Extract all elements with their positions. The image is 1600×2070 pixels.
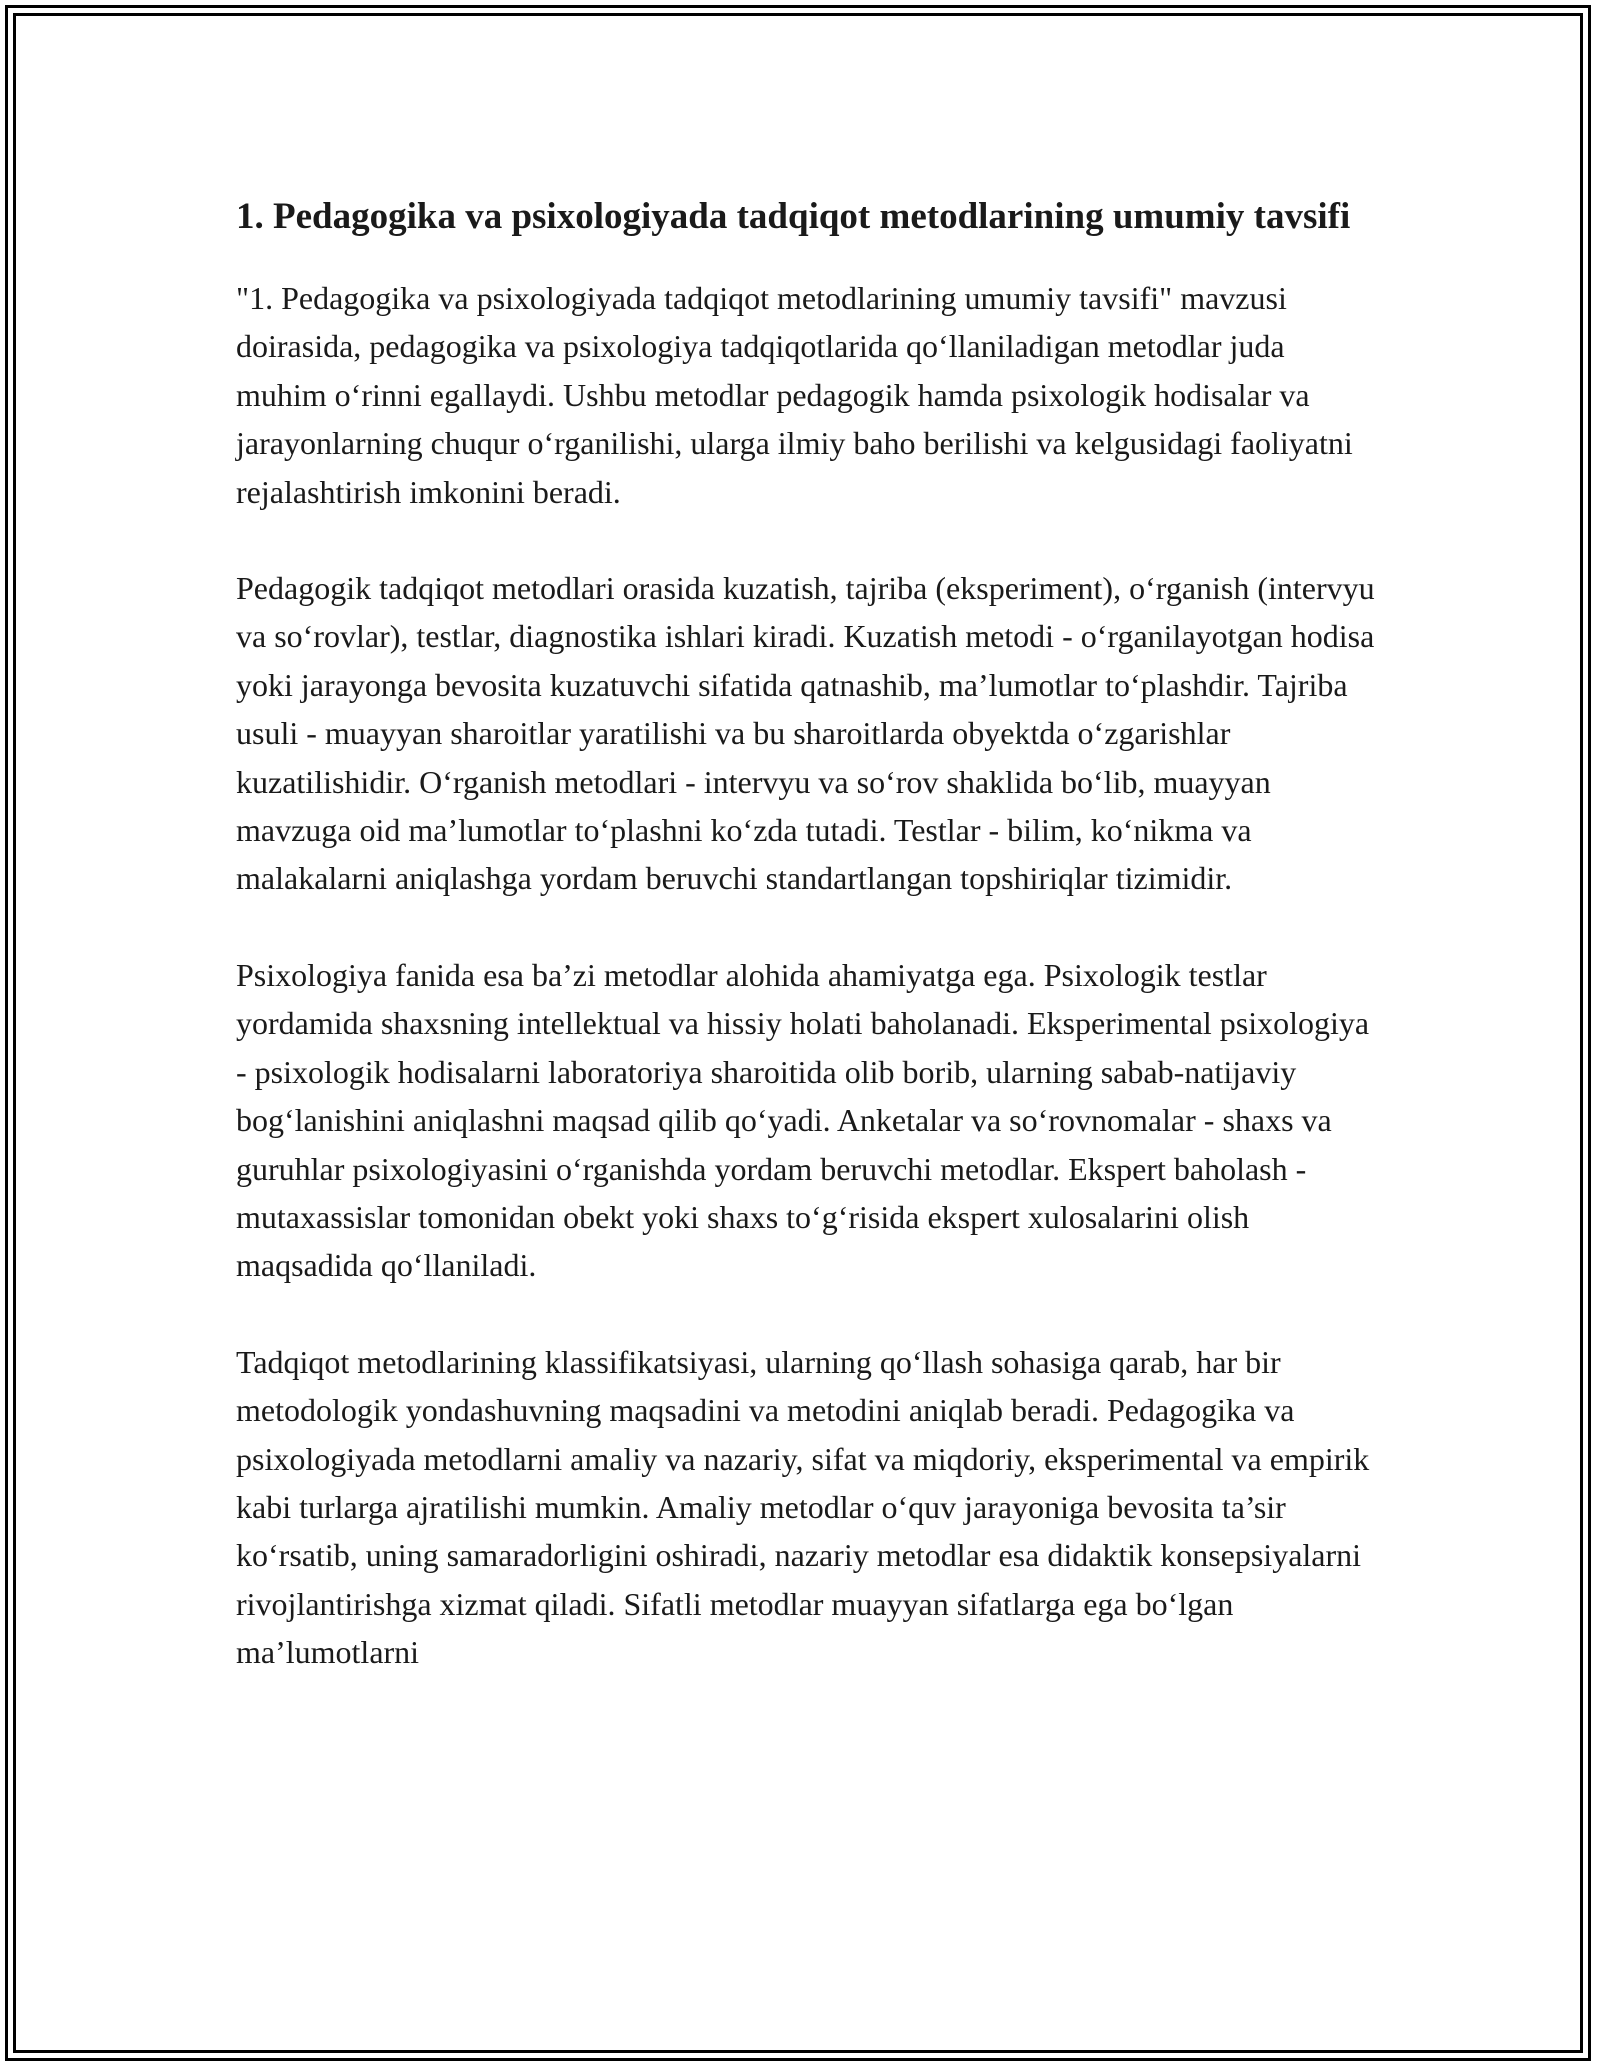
paragraph-psychology-methods: Psixologiya fanida esa ba’zi metodlar alohida ahamiyatga ega. Psixologik testlar yordamida shaxsning intellektual va hissiy holati baholanadi. Eksperimental psixologiya - psixologik hodisalarni laboratoriya sharoitida olib borib, ularning sabab-natijaviy bog‘lanishini aniqlashni maqsad qilib qo‘yadi. Anketalar va so‘rovnomalar - shaxs va guruhlar psixologiyasini o‘rganishda yordam beruvchi metodlar. Ekspert baholash - mutaxassislar tomonidan obekt yoki shaxs to‘g‘risida ekspert xulosalarini olish maqsadida qo‘llaniladi.: [236, 956, 1370, 1284]
paragraph-pedagogical-methods: Pedagogik tadqiqot metodlari orasida kuzatish, tajriba (eksperiment), o‘rganish (intervyu va so‘rovlar), testlar, diagnostika ishlari kiradi. Kuzatish metodi - o‘rganilayotgan hodisa yoki jarayonga bevosita kuzatuvchi sifatida qatnashib, ma’lumotlar to‘plashdir. Tajriba usuli - muayyan sharoitlar yaratilishi va bu sharoitlarda obyektda o‘zgarishlar kuzatilishidir. O‘rganish metodlari - intervyu va so‘rov shaklida bo‘lib, muayyan mavzuga oid ma’lumotlar to‘plashni ko‘zda tutadi. Testlar - bilim, ko‘nikma va malakalarni aniqlashga yordam beruvchi standartlangan topshiriqlar tizimidir.: [236, 570, 1375, 897]
document-body: [236, 188, 1376, 1725]
paragraph-intro: "1. Pedagogika va psixologiyada tadqiqot metodlarining umumiy tavsifi" mavzusi doirasida, pedagogika va psixologiya tadqiqotlarida qo‘llaniladigan metodlar juda muhim o‘rinni egallaydi. Ushbu metodlar pedagogik hamda psixologik hodisalar va jarayonlarning chuqur o‘rganilishi, ularga ilmiy baho berilishi va kelgusidagi faoliyatni rejalashtirish imkonini beradi.: [236, 280, 1353, 510]
paragraph-classification: Tadqiqot metodlarining klassifikatsiyasi, ularning qo‘llash sohasiga qarab, har bir metodologik yondashuvning maqsadini va metodini aniqlab beradi. Pedagogika va psixologiyada metodlarni amaliy va nazariy, sifat va miqdoriy, eksperimental va empirik kabi turlarga ajratilishi mumkin. Amaliy metodlar o‘quv jarayoniga bevosita ta’sir ko‘rsatib, uning samaradorligini oshiradi, nazariy metodlar esa didaktik konsepsiyalarni rivojlantirishga xizmat qiladi. Sifatli metodlar muayyan sifatlarga ega bo‘lgan ma’lumotlarni: [236, 1343, 1370, 1671]
section-heading: 1. Pedagogika va psixologiyada tadqiqot metodlarining umumiy tavsifi: [236, 196, 1351, 237]
